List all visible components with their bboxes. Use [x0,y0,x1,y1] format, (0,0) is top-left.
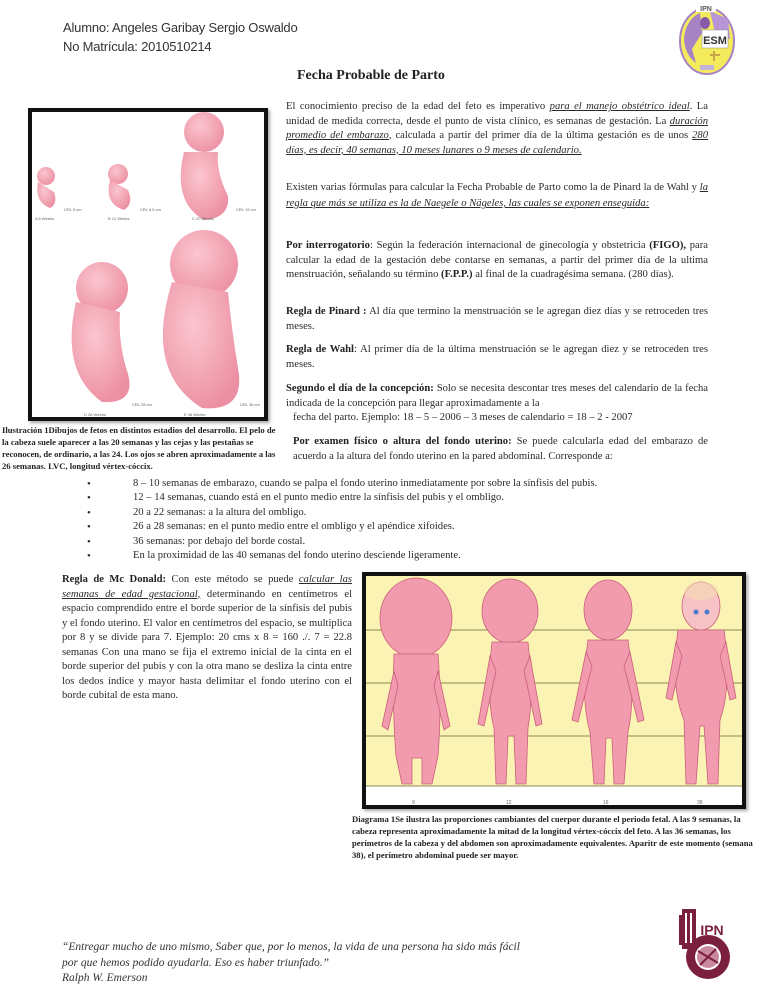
list-item: • 20 a 22 semanas: a la altura del ombligo. [87,506,687,520]
esm-logo [678,3,736,75]
list-item: • En la proximidad de las 40 semanas del fondo uterino desciende ligeramente. [87,549,687,563]
method-interrogatorio: Por interrogatorio: Según la federación internacional de ginecología y obstetricia (FIGO), para calcular la edad de la gestación debe contarse en semanas, a partir del primer día de la ultima menstruación, señalando su término (F.P.P.) al final de la cuadragésima semana. (280 días). [286,240,708,281]
stage-label-d: D 28 Weeks [84,412,106,417]
svg-text:ESM: ESM [703,35,727,47]
method-concepcion: Segundo el día de la concepción: Solo se necesita descontar tres meses del calendario de la fecha indicada de la concepción para llegar aproximadamente a la [286,383,709,409]
quote-author: Ralph W. Emerson [62,972,148,984]
method-mcdonald: Regla de Mc Donald: Con este método se puede calcular las semanas de edad gestacional, determinando en centímetros el espacio comprendido entre el borde superior de la sínfisis del pubis y el fondo uterino. El valor en centímetros del espacio, se multiplica por 8 y se divide para 7. Ejemplo: 20 cms x 8 = 160 ./. 7 = 22.8 semanas Con una mano se fija el extremo inicial de la cinta en el borde superior del pubis y con la otra mano se desliza la cinta entre los dedos índice y mayor hasta delimitar el fondo uterino con el borde cubital de esta mano. [62,574,353,701]
crl-label-d: CRL 28 cm [132,402,152,407]
svg-text:IPN: IPN [700,6,712,13]
crl-label-c: CRL 19 cm [236,207,256,212]
student-name: Alumno: Angeles Garibay Sergio Oswaldo [63,20,298,35]
week-label-12: 12 [506,800,512,806]
quote-line-1: “Entregar mucho de uno mismo, Saber que, por lo menos, la vida de una persona ha sido más fácil [62,941,520,953]
crl-label-e: CRL 36 cm [240,402,260,407]
fundal-height-list [87,477,687,563]
body-proportions-figure [362,572,746,809]
stage-label-a: A 8 Weeks [35,216,55,221]
fetal-development-figure [28,108,268,421]
week-label-16: 16 [603,800,609,806]
figure2-caption: Diagrama 1Se ilustra las proporciones cambiantes del cuerpor durante el periodo fetal. A las 9 semanas, la cabeza representa aproximadamente la mitad de la longitud vértex-cóccix del feto. A las 36 semanas, los perímetros de la cabeza y del abdomen son aproximadamente equivalentes. Aparitr de este momento (semana 38), el perímetro abdominal puede ser mayor. [352,814,753,860]
list-item: • 36 semanas: por debajo del borde costal. [87,535,687,549]
list-item: • 8 – 10 semanas de embarazo, cuando se palpa el fondo uterino inmediatamente por sobre la sínfisis del pubis. [87,477,687,491]
ipn-emblem-icon [676,907,734,982]
fetal-proportions-illustration [366,576,742,805]
week-label-38: 38 [697,800,703,806]
quote-line-2: por que hemos podido ayudarla. Eso es haber triunfado.” [62,956,330,969]
intro-paragraph-2: Existen varias fórmulas para calcular la Fecha Probable de Parto como la de Pinard la de Wahl y la regla que más se utiliza es la de Naegele o Nägeles, las cuales se exponen enseguida: [286,182,708,209]
method-examen-fisico: Por examen físico o altura del fondo uterino: Se puede calcularla edad del embarazo de acuerdo a la altura del fondo uterino en la pared abdominal. Corresponde a: [293,436,708,462]
stage-label-e: E 36 Weeks [184,412,206,417]
student-id: No Matrícula: 2010510214 [63,39,212,54]
crl-label-a: CRL 5 cm [64,207,82,212]
list-item: • 26 a 28 semanas: en el punto medio entre el ombligo y el apéndice xifoides. [87,520,687,534]
ipn-logo [676,907,734,982]
list-item: • 12 – 14 semanas, cuando está en el punto medio entre la sínfisis del pubis y el ombligo. [87,491,687,505]
fetus-stages-illustration [32,112,264,417]
week-label-9: 9 [412,800,415,806]
concepcion-example: fecha del parto. Ejemplo: 18 – 5 – 2006 – 3 meses de calendario = 18 – 2 - 2007 [293,412,633,423]
stage-label-b: B 12 Weeks [108,216,130,221]
method-pinard: Regla de Pinard : Al día que termino la menstruación se le agregan diez días y se retroceden tres meses. [286,306,708,332]
crl-label-b: CRL 6.5 cm [140,207,161,212]
stage-label-c: C 20 Weeks [192,216,214,221]
esm-seal-icon [678,3,736,75]
svg-text:IPN: IPN [700,922,724,938]
footer-quote [62,940,622,987]
intro-paragraph-1: El conocimiento preciso de la edad del feto es imperativo para el manejo obstétrico ideal. La unidad de medida correcta, desde el punto de vista clínico, es semanas de gestación. La duración promedio del embarazo, calculada a partir del primer día de la última gestación es de unos 280 días, es decir, 40 semanas, 10 meses lunares o 9 meses de calendario. [286,101,708,156]
method-wahl: Regla de Wahl: Al primer día de la última menstruación se le agregan diez y se retroceden tres meses. [286,344,708,370]
figure1-caption: Ilustración 1Dibujos de fetos en distintos estadios del desarrollo. El pelo de la cabeza suele aparecer a las 20 semanas y las cejas y las pestañas se reconocen, de ordinario, a las 24. Los ojos se abren aproximadamente a las 26 semanas. LVC, longitud vértex-cóccix. [2,425,276,471]
page-title: Fecha Probable de Parto [297,68,445,83]
